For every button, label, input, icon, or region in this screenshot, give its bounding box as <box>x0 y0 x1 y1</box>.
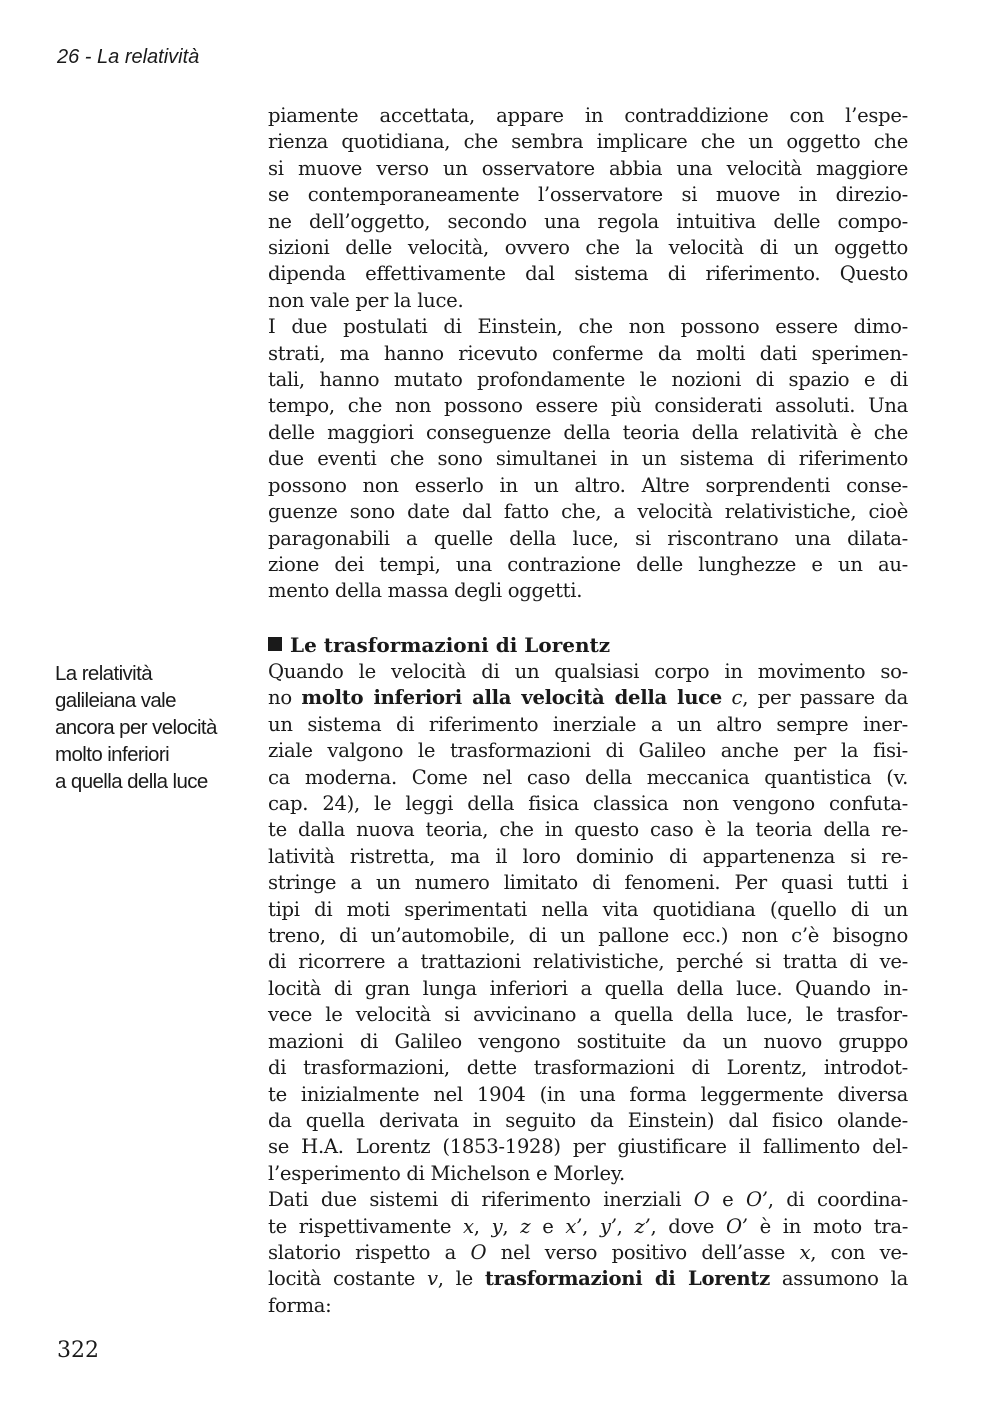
text-line: strati, ma hanno ricevuto conferme da molti dati sperimen- <box>268 341 908 365</box>
margin-note-line: galileiana vale <box>55 689 176 712</box>
margin-note-line: ancora per velocità <box>55 716 217 739</box>
text-line: da quella derivata in seguito da Einstein) dal fisico olande- <box>268 1108 908 1132</box>
bold-term: molto inferiori alla velocità della luce <box>301 686 722 710</box>
square-bullet-icon <box>268 637 282 651</box>
text-line: tali, hanno mutato profondamente le nozioni di spazio e di <box>268 368 908 392</box>
section-heading <box>268 632 610 658</box>
text-line: se contemporaneamente l’osservatore si muove in direzio- <box>268 183 908 207</box>
text-line: si muove verso un osservatore abbia una velocità maggiore <box>268 156 908 180</box>
text-line: ne dell’oggetto, secondo una regola intuitiva delle compo- <box>268 209 908 233</box>
text-line: zione dei tempi, una contrazione delle lunghezze e un au- <box>268 552 908 576</box>
text-line: mazioni di Galileo vengono sostituite da un nuovo gruppo <box>268 1029 908 1053</box>
text-line: te dalla nuova teoria, che in questo caso è la teoria della re- <box>268 818 908 842</box>
text-line: paragonabili a quelle della luce, si riscontrano una dilata- <box>268 526 908 550</box>
text-line: di ricorrere a trattazioni relativistiche, perché si tratta di ve- <box>268 950 908 974</box>
text-line: forma: <box>268 1293 332 1317</box>
text-line: guenze sono date dal fatto che, a velocità relativistiche, cioè <box>268 500 908 524</box>
body-text-intro <box>268 103 908 605</box>
text-line: Quando le velocità di un qualsiasi corpo in movimento so- <box>268 660 908 683</box>
text-line: di trasformazioni, dette trasformazioni di Lorentz, introdot- <box>268 1056 908 1080</box>
text-line: delle maggiori conseguenze della teoria della relatività è che <box>268 420 908 444</box>
text-line: Dati due sistemi di riferimento inerziali O e O’, di coordina- <box>268 1188 908 1212</box>
margin-note-line: La relatività <box>55 662 153 685</box>
text-line: cap. 24), le leggi della fisica classica non vengono confuta- <box>268 792 908 816</box>
text-line: possono non esserlo in un altro. Altre sorprendenti conse- <box>268 473 908 497</box>
text-line: locità costante v, le trasformazioni di Lorentz assumono la <box>268 1267 908 1291</box>
text-line: tempo, che non possono essere più considerati assoluti. Una <box>268 394 908 418</box>
margin-note-line: molto inferiori <box>55 743 170 766</box>
body-text-lorentz <box>268 659 908 1319</box>
section-heading-text: Le trasformazioni di Lorentz <box>290 633 611 657</box>
text-line: ca moderna. Come nel caso della meccanica quantistica (v. <box>268 765 908 789</box>
bold-term: trasformazioni di Lorentz <box>484 1267 770 1291</box>
italic-symbol: c <box>721 686 743 710</box>
text-line: se H.A. Lorentz (1853-1928) per giustificare il fallimento del- <box>268 1135 908 1159</box>
text-line: locità di gran lunga inferiori a quella della luce. Quando in- <box>268 976 908 1000</box>
text-line: te rispettivamente x, y, z e x’, y’, z’, dove O’ è in moto tra- <box>268 1214 909 1238</box>
text-line: treno, di un’automobile, di un pallone ecc.) non c’è bisogno <box>268 924 908 948</box>
text-line: non vale per la luce. <box>268 288 464 312</box>
text-line: due eventi che sono simultanei in un sistema di riferimento <box>268 447 908 471</box>
text-line: te inizialmente nel 1904 (in una forma leggermente diversa <box>268 1082 908 1106</box>
text-line: l’esperimento di Michelson e Morley. <box>268 1161 625 1185</box>
margin-note-line: a quella della luce <box>55 770 208 793</box>
text-line: mento della massa degli oggetti. <box>268 579 583 603</box>
text-line: piamente accettata, appare in contraddizione con l’espe- <box>268 104 908 127</box>
text-line: slatorio rispetto a O nel verso positivo dell’asse x, con ve- <box>268 1240 908 1264</box>
text-line: I due postulati di Einstein, che non possono essere dimo- <box>268 315 908 339</box>
margin-note <box>55 660 245 795</box>
page-number: 322 <box>57 1338 99 1363</box>
text-line: stringe a un numero limitato di fenomeni. Per quasi tutti i <box>268 871 908 895</box>
text-line: dipenda effettivamente dal sistema di riferimento. Questo <box>268 262 908 286</box>
text-line: sizioni delle velocità, ovvero che la velocità di un oggetto <box>268 236 908 260</box>
text-line: latività ristretta, ma il loro dominio di appartenenza si re- <box>268 844 908 868</box>
running-head: 26 - La relatività <box>57 46 200 68</box>
text-line: rienza quotidiana, che sembra implicare che un oggetto che <box>268 130 908 154</box>
text-line: un sistema di riferimento inerziale a un altro sempre iner- <box>268 712 908 736</box>
text-line: ziale valgono le trasformazioni di Galileo anche per la fisi- <box>268 739 908 763</box>
text-line: tipi di moti sperimentati nella vita quotidiana (quello di un <box>268 897 908 921</box>
text-line: vece le velocità si avvicinano a quella della luce, le trasfor- <box>268 1003 908 1027</box>
text-line: no molto inferiori alla velocità della luce c, per passare da <box>268 686 908 710</box>
